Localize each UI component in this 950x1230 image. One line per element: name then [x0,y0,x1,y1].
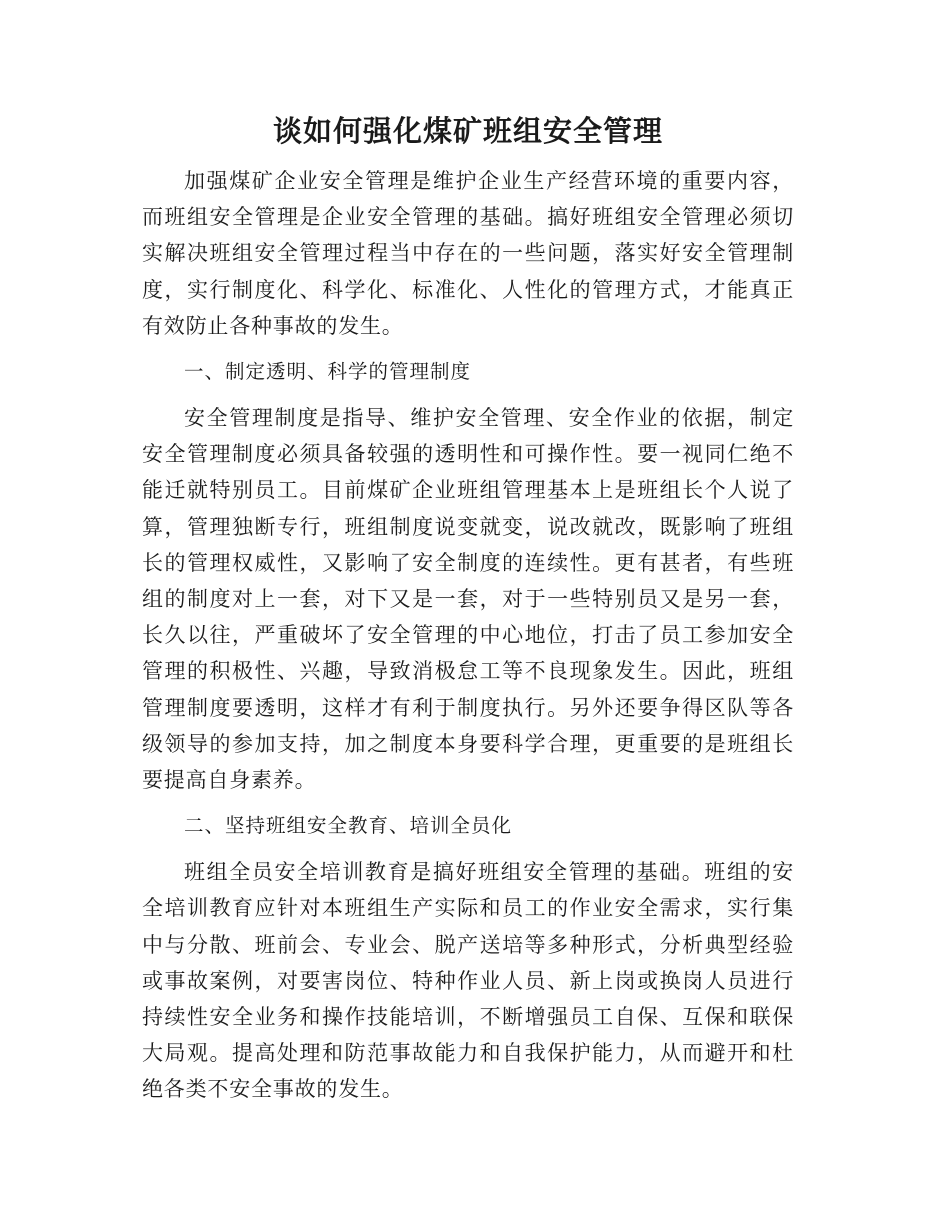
section-heading-1: 一、制定透明、科学的管理制度 [184,360,472,384]
document-body [142,163,794,1108]
document-title: 谈如何强化煤矿班组安全管理 [272,114,663,148]
intro-paragraph: 加强煤矿企业安全管理是维护企业生产经营环境的重要内容，而班组安全管理是企业安全管理的基础。搞好班组安全管理必须切实解决班组安全管理过程当中存在的一些问题，落实好安全管理制度，实行制度化、科学化、标准化、人性化的管理方式，才能真正有效防止各种事故的发生。 [142,169,794,338]
section-paragraph-1: 安全管理制度是指导、维护安全管理、安全作业的依据，制定安全管理制度必须具备较强的透明性和可操作性。要一视同仁绝不能迁就特别员工。目前煤矿企业班组管理基本上是班组长个人说了算，管理独断专行，班组制度说变就变，说改就改，既影响了班组长的管理权威性，又影响了安全制度的连续性。更有甚者，有些班组的制度对上一套，对下又是一套，对于一些特别员又是另一套，长久以往，严重破坏了安全管理的中心地位，打击了员工参加安全管理的积极性、兴趣，导致消极怠工等不良现象发生。因此，班组管理制度要透明，这样才有利于制度执行。另外还要争得区队等各级领导的参加支持，加之制度本身要科学合理，更重要的是班组长要提高自身素养。 [142,406,794,793]
section-paragraph-2: 班组全员安全培训教育是搞好班组安全管理的基础。班组的安全培训教育应针对本班组生产实际和员工的作业安全需求，实行集中与分散、班前会、专业会、脱产送培等多种形式，分析典型经验或事故案例，对要害岗位、特种作业人员、新上岗或换岗人员进行持续性安全业务和操作技能培训，不断增强员工自保、互保和联保大局观。提高处理和防范事故能力和自我保护能力，从而避开和杜绝各类不安全事故的发生。 [142,860,794,1102]
section-heading-2: 二、坚持班组安全教育、培训全员化 [184,814,513,838]
